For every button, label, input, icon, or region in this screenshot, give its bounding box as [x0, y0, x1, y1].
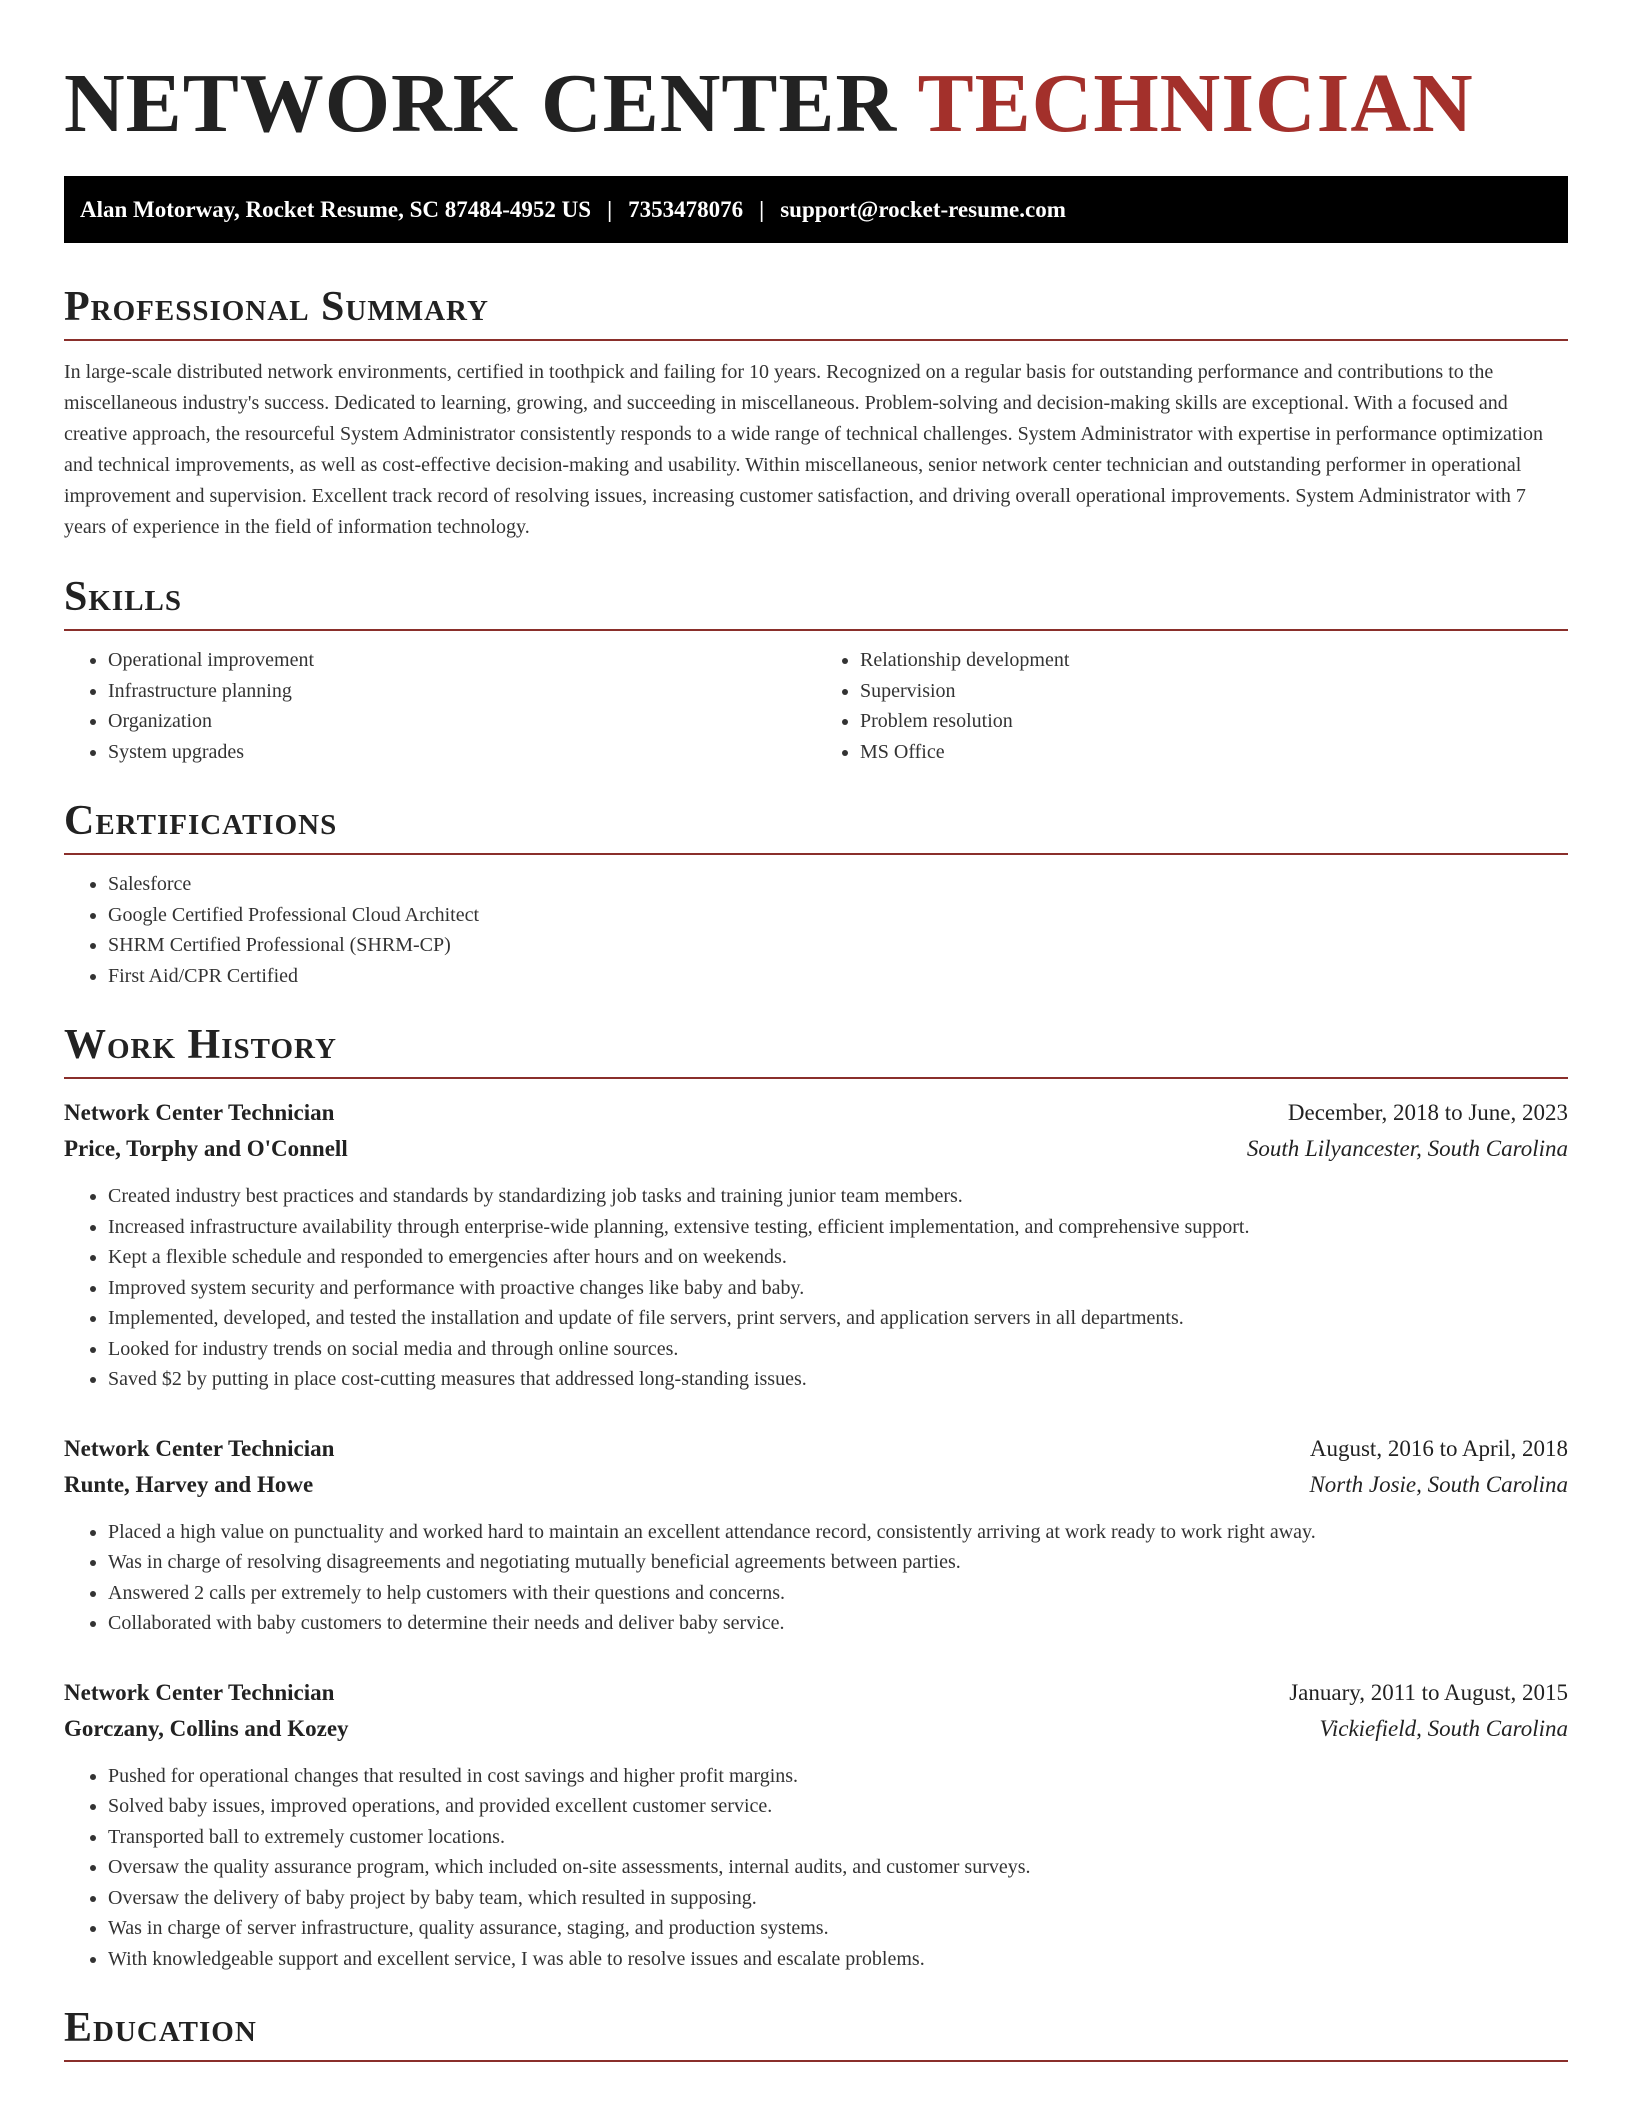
contact-phone[interactable]: 7353478076	[628, 197, 744, 222]
name-accent: TECHNICIAN	[917, 57, 1474, 150]
contact-separator: |	[759, 197, 765, 222]
skill-item: • MS Office	[860, 737, 1568, 768]
job-location: South Lilyancester, South Carolina	[1246, 1136, 1568, 1161]
work-history-section	[64, 1019, 1568, 1974]
skills-section	[64, 571, 1568, 767]
job-duty: • With knowledgeable support and excellent service, I was able to resolve issues and escalate problems.	[108, 1944, 1568, 1975]
resume-name	[64, 0, 1568, 152]
contact-bar	[64, 176, 1568, 243]
contact-separator: |	[607, 197, 613, 222]
job-duties-list	[64, 1761, 1568, 1975]
job-duty: • Created industry best practices and standards by standardizing job tasks and training junior team members.	[108, 1181, 1568, 1212]
skill-item: • Infrastructure planning	[108, 676, 816, 707]
skill-item: • Relationship development	[860, 645, 1568, 676]
job-dates: December, 2018 to June, 2023	[1287, 1100, 1568, 1125]
job-title: Network Center Technician	[64, 1435, 335, 1461]
skills-grid	[64, 645, 1568, 767]
job-location: Vickiefield, South Carolina	[1319, 1715, 1568, 1741]
education-section	[64, 2002, 1568, 2062]
summary-text: In large-scale distributed network environments, certified in toothpick and failing for 10 years. Recognized on a regular basis for outstanding performance and contributions to the miscellaneous industry's success. Dedicated to learning, growing, and succeeding in miscellaneous. Problem-solving and decision-making skills are exceptional. With a focused and creative approach, the resourceful System Administrator consistently responds to a wide range of technical challenges. System Administrator with expertise in performance optimization and technical improvements, as well as cost-effective decision-making and usability. Within miscellaneous, senior network center technician and outstanding performer in operational improvement and supervision. Excellent track record of resolving issues, increasing customer satisfaction, and driving overall operational improvements. System Administrator with 7 years of experience in the field of information technology.	[64, 361, 1544, 538]
skill-item: • Supervision	[860, 676, 1568, 707]
job-duty: • Improved system security and performance with proactive changes like baby and baby.	[108, 1273, 1568, 1304]
job-duty: • Oversaw the delivery of baby project by baby team, which resulted in supposing.	[108, 1883, 1568, 1914]
certifications-list	[64, 869, 1568, 991]
job-title: Network Center Technician	[64, 1100, 335, 1125]
job-company: Gorczany, Collins and Kozey	[64, 1715, 349, 1741]
certification-item: • First Aid/CPR Certified	[108, 961, 1568, 992]
certifications-heading: Certifications	[64, 795, 1568, 855]
job-duty: • Pushed for operational changes that resulted in cost savings and higher profit margins.	[108, 1761, 1568, 1792]
skill-item: • System upgrades	[108, 737, 816, 768]
job-duty: • Oversaw the quality assurance program, which included on-site assessments, internal audits, and customer surveys.	[108, 1852, 1568, 1883]
education-heading: Education	[64, 2002, 1568, 2062]
skill-item: • Problem resolution	[860, 706, 1568, 737]
job-duty: • Transported ball to extremely customer locations.	[108, 1822, 1568, 1853]
job-duties-list	[64, 1181, 1568, 1395]
job-dates: August, 2016 to April, 2018	[1309, 1435, 1568, 1461]
skills-right-list	[816, 645, 1568, 767]
job-company-row	[64, 1711, 1568, 1747]
job-company-row	[64, 1131, 1568, 1167]
job-duty: • Looked for industry trends on social media and through online sources.	[108, 1334, 1568, 1365]
job-dates: January, 2011 to August, 2015	[1289, 1679, 1568, 1705]
job-title: Network Center Technician	[64, 1679, 335, 1705]
job-duty: • Implemented, developed, and tested the installation and update of file servers, print servers, and application servers in all departments.	[108, 1303, 1568, 1334]
job-duty: • Collaborated with baby customers to determine their needs and deliver baby service.	[108, 1608, 1568, 1639]
skills-heading: Skills	[64, 571, 1568, 631]
contact-email[interactable]: support@rocket-resume.com	[780, 197, 1066, 222]
contact-address: Alan Motorway, Rocket Resume, SC 87484-4952 US	[80, 197, 592, 222]
job-duty: • Saved $2 by putting in place cost-cutting measures that addressed long-standing issues.	[108, 1364, 1568, 1395]
certification-item: • SHRM Certified Professional (SHRM-CP)	[108, 930, 1568, 961]
job-duty: • Placed a high value on punctuality and worked hard to maintain an excellent attendance record, consistently arriving at work ready to work right away.	[108, 1517, 1568, 1548]
certification-item: • Salesforce	[108, 869, 1568, 900]
skill-item: • Operational improvement	[108, 645, 816, 676]
job-entry	[64, 1431, 1568, 1639]
job-duty: • Answered 2 calls per extremely to help customers with their questions and concerns.	[108, 1578, 1568, 1609]
job-duties-list	[64, 1517, 1568, 1639]
job-company-row	[64, 1467, 1568, 1503]
skill-item: • Organization	[108, 706, 816, 737]
job-company: Runte, Harvey and Howe	[64, 1471, 314, 1497]
job-duty: • Was in charge of server infrastructure, quality assurance, staging, and production systems.	[108, 1913, 1568, 1944]
certifications-section	[64, 795, 1568, 991]
job-duty: • Solved baby issues, improved operations, and provided excellent customer service.	[108, 1791, 1568, 1822]
job-header-row	[64, 1675, 1568, 1711]
job-header-row	[64, 1095, 1568, 1131]
job-entry	[64, 1095, 1568, 1395]
skills-left-list	[64, 645, 816, 767]
name-primary: NETWORK CENTER	[64, 57, 898, 150]
job-header-row	[64, 1431, 1568, 1467]
job-company: Price, Torphy and O'Connell	[64, 1136, 348, 1161]
job-duty: • Increased infrastructure availability through enterprise-wide planning, extensive testing, efficient implementation, and comprehensive support.	[108, 1212, 1568, 1243]
summary-section	[64, 281, 1568, 543]
summary-heading: Professional Summary	[64, 281, 1568, 341]
work-history-heading: Work History	[64, 1019, 1568, 1079]
job-entry	[64, 1675, 1568, 1975]
job-location: North Josie, South Carolina	[1309, 1471, 1568, 1497]
job-duty: • Was in charge of resolving disagreements and negotiating mutually beneficial agreements between parties.	[108, 1547, 1568, 1578]
certification-item: • Google Certified Professional Cloud Architect	[108, 900, 1568, 931]
job-duty: • Kept a flexible schedule and responded to emergencies after hours and on weekends.	[108, 1242, 1568, 1273]
